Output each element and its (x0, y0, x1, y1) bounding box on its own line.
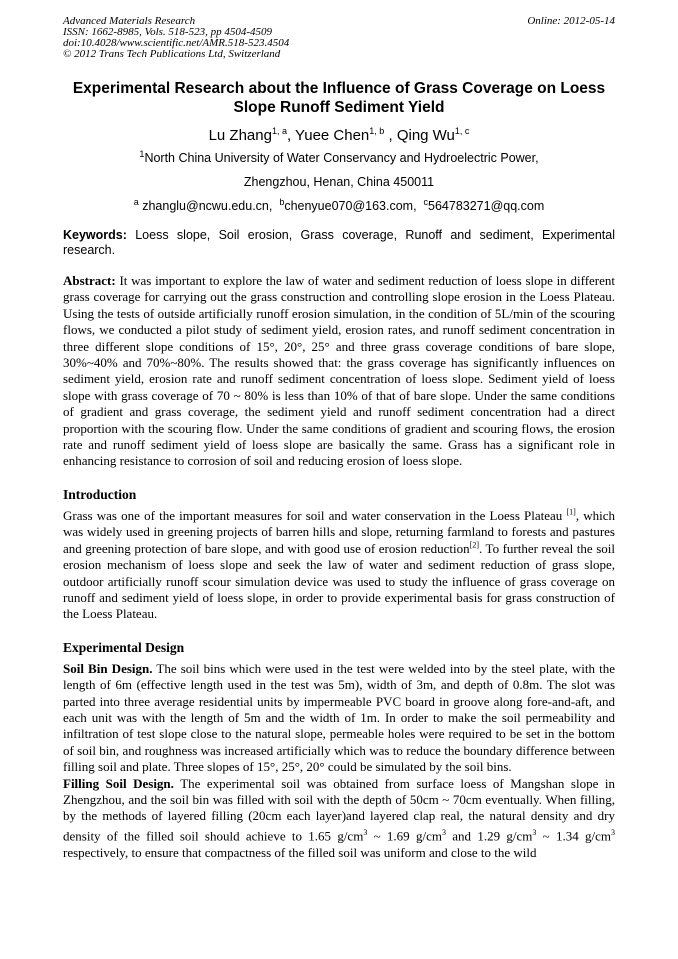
introduction-paragraph: Grass was one of the important measures for soil and water conservation in the Loess Plateau [1], which was widely used in greening projects of barren hills and slope, returning farmland to forests and pastures and greening protection of bare slope, and with good use of erosion reduction[2]. To further reveal the soil erosion mechanism of loess slope and seek the law of water and sediment reduction of grass slope, outdoor artificially runoff scour simulation device was used to study the influence of grass coverage on runoff and sediment yield of loess slope, in order to provide experimental basis for grass construction of the Loess Plateau. (63, 507, 615, 622)
affiliation-line-1: $^1$North China University of Water Conservancy and Hydroelectric Power, (139, 148, 539, 165)
email-superscript: c (423, 196, 429, 207)
journal-header (63, 16, 615, 60)
author-superscript: 1, a (271, 126, 287, 136)
soil-bin-label: Soil Bin Design. (63, 660, 153, 676)
journal-name: Advanced Materials Research (63, 15, 196, 27)
citation-ref[interactable]: [1] (566, 507, 576, 517)
affiliation-line-2: Zhengzhou, Henan, China 450011 (243, 175, 435, 189)
email-link-a[interactable]: zhanglu@ncwu.edu.cn, (142, 199, 273, 213)
author-list: Lu Zhang$^{1, a}$, Yuee Chen$^{1, b}$ , Qing Wu$^{1, c}$ (208, 126, 470, 144)
affiliation-superscript: 1 (139, 148, 145, 159)
online-date: Online: 2012-05-14 (527, 15, 615, 27)
paper-page (63, 16, 615, 861)
email-link-b[interactable]: chenyue070@163.com, (284, 199, 417, 213)
author-superscript: 1, c (454, 126, 470, 136)
filling-soil-paragraph: Filling Soil Design. The experimental soil was obtained from surface loess of Mangshan slope in Zhengzhou, and the soil bin was filled with soil with the depth of 50cm ~ 70cm eventually. When filling, by the methods of layered filling (20cm each layer)and layered clap real, the natural density and dry density of the filled soil should achieve to 1.65 $g/cm^3$ ~ 1.69 $g/cm^3$ and 1.29 $g/cm^3$ ~ 1.34 $g/cm^3$ respectively, to ensure that compactness of the filled soil was uniform and close to the wild (63, 775, 616, 860)
abstract-label: Abstract: (63, 273, 116, 288)
soil-bin-paragraph: Soil Bin Design. The soil bins which were used in the test were welded into by the steel plate, with the length of 6m (effective length used in the test was 5m), width of 3m, and depth of 0.8m. The slot was parted into three average residential units by impermeable PVC board in groove along fore-and-aft, and each unit was with the length of 5m and the width of 1m. In order to make the soil permeability and infiltration of test slope close to the natural slope, permeable holes were required to be set in the bottom of soil bin, and roughness was increased artificially which was to reduce the boundary difference between filling soil and plate. Three slopes of 15°, 25°, 20° could be simulated by the soil bins. (63, 660, 615, 775)
citation-ref[interactable]: [2] (469, 540, 479, 550)
issn-line: ISSN: 1662-8985, Vols. 518-523, pp 4504-4509 (63, 26, 272, 38)
email-superscript: b (279, 196, 285, 207)
introduction-heading: Introduction (63, 486, 137, 502)
abstract-text: It was important to explore the law of water and sediment reduction of loess slope in different grass coverage for carrying out the grass construction and controlling slope erosion in the Loess Plateau. Using the tests of outside artificially runoff erosion simulation, in the condition of 5L/min of the scouring flows, we conducted a pilot study of sediment yield, erosion rates, and runoff sediment concentration in three different slope conditions of 15°, 20°, 25° and three grass coverage conditions of bare slope, 30%~40% and 70%~80%. The results showed that: the grass coverage has significantly influences on sediment yield, erosion rate and runoff sediment concentration of loess slope. Sediment yield of loess slope with grass coverage of 70 ~ 80% is less than 10% of that of bare slope. Under the same conditions of gradient and grass coverage, the sediment yield and runoff sediment concentration had a direct proportion with the scouring flow. Under the same conditions of gradient and scouring flows, the erosion rate and runoff sediment yield of loess slope are basically the same. Grass has a significant role in enhancing resistance to corrosion of soil and reducing erosion of loess slope. (63, 273, 616, 469)
email-superscript: a (133, 196, 139, 207)
filling-soil-label: Filling Soil Design. (63, 775, 174, 791)
abstract-block (63, 273, 615, 470)
paper-title: Experimental Research about the Influence of Grass Coverage on Loess Slope Runoff Sediment Yield (72, 80, 606, 116)
keywords-label: Keywords: (63, 228, 127, 242)
author-superscript: 1, b (369, 126, 385, 136)
keywords-text: Loess slope, Soil erosion, Grass coverage, Runoff and sediment, Experimental research. (63, 228, 615, 257)
keywords-block (63, 228, 615, 258)
email-line (63, 196, 615, 214)
author-name: Lu Zhang (208, 127, 272, 144)
email-link-c[interactable]: 564783271@qq.com (428, 199, 545, 213)
author-name: Qing Wu (396, 127, 455, 144)
affiliation-block (63, 148, 615, 214)
doi-line: doi:10.4028/www.scientific.net/AMR.518-523.4504 (63, 37, 290, 49)
copyright-line: © 2012 Trans Tech Publications Ltd, Switzerland (63, 48, 281, 60)
experimental-heading: Experimental Design (63, 639, 185, 655)
author-name: Yuee Chen (295, 127, 370, 144)
